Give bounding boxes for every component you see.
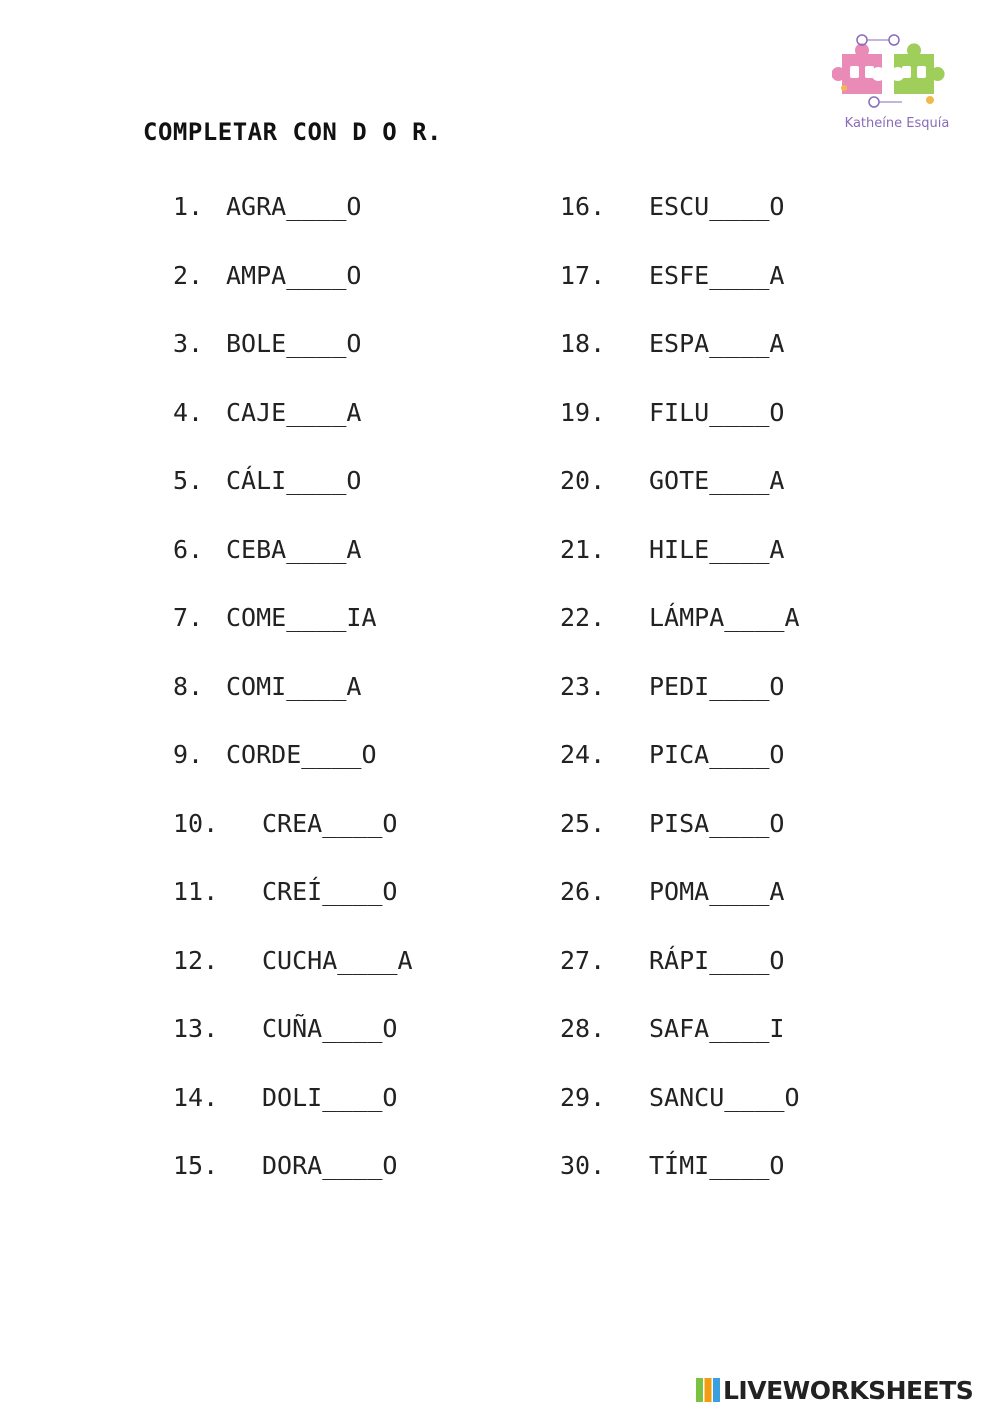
item-word[interactable]: CORDE____O [226, 740, 377, 769]
exercise-item [173, 1149, 413, 1218]
item-number: 16. [560, 192, 606, 221]
exercise-item [173, 464, 413, 533]
author-logo [832, 30, 962, 140]
item-number: 8. [173, 671, 204, 701]
item-word[interactable]: ESPA____A [649, 329, 785, 358]
item-number: 6. [173, 534, 204, 564]
item-number: 25. [560, 808, 606, 838]
item-word[interactable]: PISA____O [649, 808, 785, 838]
exercise-item [560, 738, 800, 807]
exercise-item [173, 601, 413, 670]
item-word[interactable]: RÁPI____O [649, 945, 785, 975]
item-number: 15. [173, 1151, 219, 1180]
item-number: 20. [560, 466, 606, 495]
item-number: 12. [173, 945, 219, 975]
exercise-item [173, 1012, 413, 1081]
left-column [173, 190, 413, 1218]
item-number: 1. [173, 192, 204, 221]
exercise-item [173, 875, 413, 944]
item-word[interactable]: TÍMI____O [649, 1151, 785, 1180]
item-word[interactable]: COME____IA [226, 603, 377, 632]
item-number: 29. [560, 1082, 606, 1112]
item-word[interactable]: SANCU____O [649, 1082, 800, 1112]
exercise-item [560, 464, 800, 533]
exercise-item [173, 533, 413, 602]
exercise-item [560, 1012, 800, 1081]
exercise-item [560, 327, 800, 396]
item-word[interactable]: PICA____O [649, 740, 785, 769]
exercise-item [560, 259, 800, 328]
exercise-item [173, 1081, 413, 1150]
footer-brand [696, 1373, 973, 1407]
item-number: 3. [173, 329, 204, 358]
exercise-item [173, 190, 413, 259]
right-column [560, 190, 800, 1218]
item-number: 19. [560, 397, 606, 427]
item-number: 13. [173, 1014, 219, 1043]
item-word[interactable]: CAJE____A [226, 397, 362, 427]
item-number: 2. [173, 260, 204, 290]
item-word[interactable]: CREA____O [262, 808, 398, 838]
item-word[interactable]: CREÍ____O [262, 877, 398, 906]
puzzle-icon [832, 30, 962, 114]
exercise-item [173, 327, 413, 396]
item-word[interactable]: AGRA____O [226, 192, 362, 221]
exercise-item [560, 807, 800, 876]
footer-brand-text: LIVEWORKSHEETS [723, 1375, 974, 1405]
item-word[interactable]: POMA____A [649, 877, 785, 906]
item-number: 26. [560, 877, 606, 906]
exercise-item [173, 738, 413, 807]
item-word[interactable]: CUÑA____O [262, 1014, 398, 1043]
item-number: 27. [560, 945, 606, 975]
item-number: 14. [173, 1082, 219, 1112]
item-number: 23. [560, 671, 606, 701]
item-word[interactable]: CEBA____A [226, 534, 362, 564]
item-word[interactable]: AMPA____O [226, 260, 362, 290]
item-word[interactable]: COMI____A [226, 671, 362, 701]
item-word[interactable]: DOLI____O [262, 1082, 398, 1112]
item-number: 7. [173, 603, 204, 632]
item-number: 18. [560, 329, 606, 358]
item-word[interactable]: HILE____A [649, 534, 785, 564]
exercise-item [173, 944, 413, 1013]
item-number: 28. [560, 1014, 606, 1043]
exercise-item [173, 396, 413, 465]
item-word[interactable]: ESCU____O [649, 192, 785, 221]
item-number: 30. [560, 1151, 606, 1180]
exercise-item [560, 670, 800, 739]
item-word[interactable]: CÁLI____O [226, 466, 362, 495]
exercise-item [560, 601, 800, 670]
item-number: 24. [560, 740, 606, 769]
item-word[interactable]: BOLE____O [226, 329, 362, 358]
logo-caption: Katheíne Esquía [844, 116, 950, 131]
item-number: 17. [560, 260, 606, 290]
exercise-item [560, 875, 800, 944]
exercise-item [560, 533, 800, 602]
exercise-item [560, 944, 800, 1013]
item-word[interactable]: ESFE____A [649, 260, 785, 290]
exercise-item [173, 807, 413, 876]
item-number: 5. [173, 466, 204, 495]
exercise-item [560, 190, 800, 259]
item-word[interactable]: FILU____O [649, 397, 785, 427]
exercise-item [560, 396, 800, 465]
item-number: 9. [173, 740, 204, 769]
exercise-item [173, 670, 413, 739]
page-title: COMPLETAR CON D O R. [143, 118, 442, 146]
exercise-item [560, 1149, 800, 1218]
exercise-item [560, 1081, 800, 1150]
item-word[interactable]: PEDI____O [649, 671, 785, 701]
exercise-item [173, 259, 413, 328]
item-word[interactable]: SAFA____I [649, 1014, 785, 1043]
item-word[interactable]: CUCHA____A [262, 945, 413, 975]
item-number: 22. [560, 603, 606, 632]
item-number: 4. [173, 397, 204, 427]
item-number: 11. [173, 877, 219, 906]
liveworksheets-icon [696, 1378, 720, 1402]
item-word[interactable]: LÁMPA____A [649, 603, 800, 632]
item-number: 21. [560, 534, 606, 564]
item-number: 10. [173, 808, 219, 838]
item-word[interactable]: DORA____O [262, 1151, 398, 1180]
item-word[interactable]: GOTE____A [649, 466, 785, 495]
